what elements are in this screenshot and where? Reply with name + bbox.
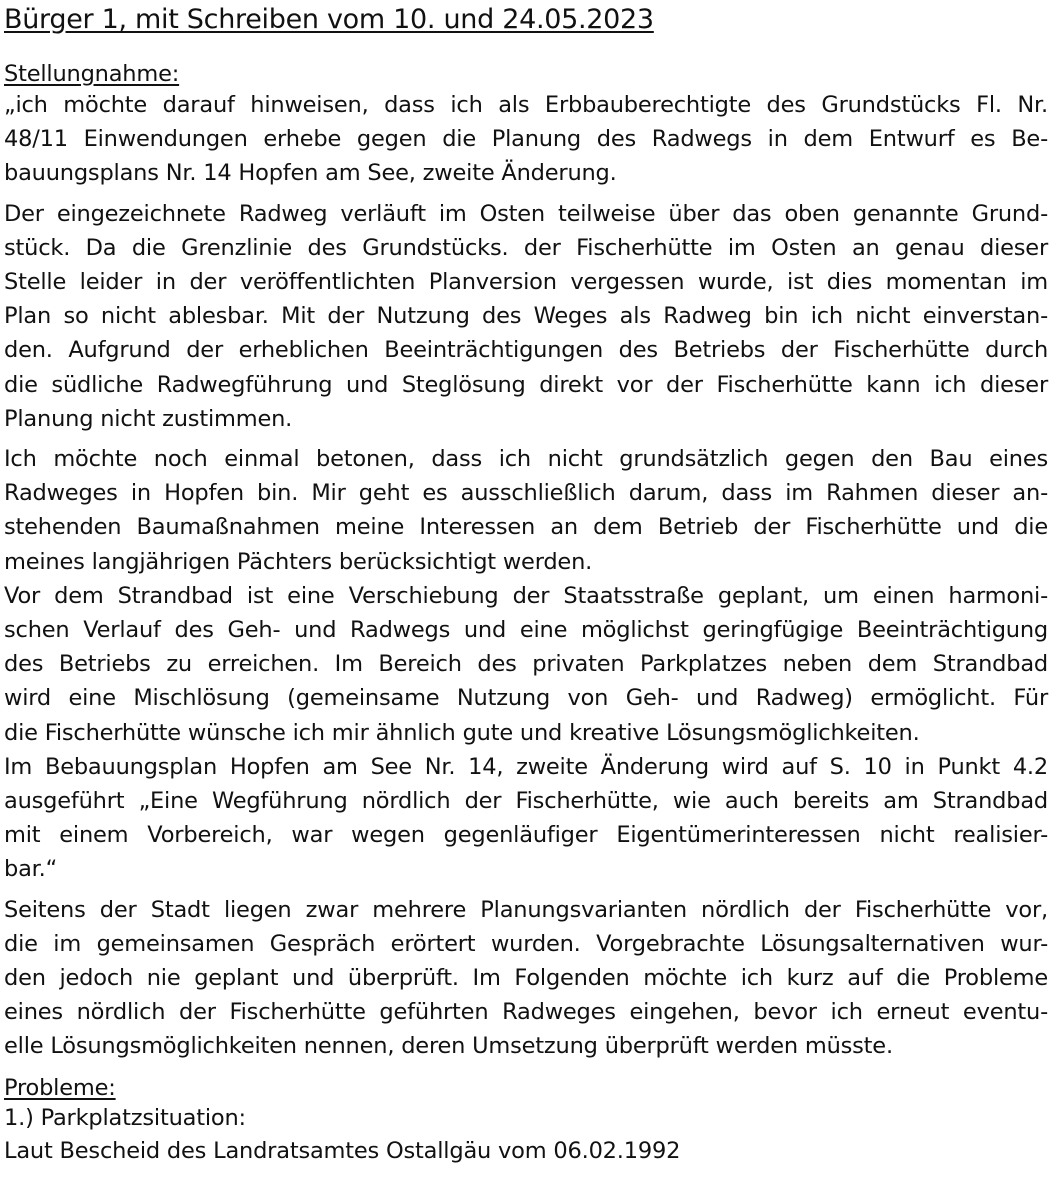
- text-line: bar.“: [4, 856, 58, 883]
- paragraph-2: [4, 197, 1048, 436]
- text-line: stück. Da die Grenzlinie des Grundstücks. der Fischerhütte im Osten an genau dieser: [4, 234, 1048, 261]
- section-heading-stellungnahme: Stellungnahme:: [4, 61, 180, 87]
- text-line: „ich möchte darauf hinweisen, dass ich als Erbbauberechtigte des Grundstücks Fl. Nr.: [4, 92, 1048, 118]
- text-line: Plan so nicht ablesbar. Mit der Nutzung des Weges als Radweg bin ich nicht einverstan-: [4, 303, 1048, 330]
- text-line: Planung nicht zustimmen.: [4, 405, 293, 432]
- document-title: Bürger 1, mit Schreiben vom 10. und 24.05.2023: [4, 4, 654, 35]
- text-line: Im Bebauungsplan Hopfen am See Nr. 14, zweite Änderung wird auf S. 10 in Punkt 4.2: [4, 753, 1048, 780]
- text-line: Radweges in Hopfen bin. Mir geht es ausschließlich darum, dass im Rahmen dieser an-: [4, 480, 1048, 507]
- text-line: Ich möchte noch einmal betonen, dass ich nicht grundsätzlich gegen den Bau eines: [4, 446, 1048, 473]
- paragraph-1: [4, 88, 1048, 191]
- text-line: 1.) Parkplatzsituation:: [4, 1104, 246, 1131]
- section-heading-probleme: Probleme:: [4, 1074, 116, 1101]
- text-line: elle Lösungsmöglichkeiten nennen, deren Umsetzung überprüft werden müsste.: [4, 1033, 893, 1060]
- text-line: Der eingezeichnete Radweg verläuft im Osten teilweise über das oben genannte Grund-: [4, 200, 1048, 227]
- text-line: den jedoch nie geplant und überprüft. Im Folgenden möchte ich kurz auf die Probleme: [4, 965, 1048, 992]
- text-line: Seitens der Stadt liegen zwar mehrere Planungsvarianten nördlich der Fischerhütte vor,: [4, 896, 1048, 923]
- text-line: Vor dem Strandbad ist eine Verschiebung der Staatsstraße geplant, um einen harmoni-: [4, 582, 1048, 609]
- text-line: eines nördlich der Fischerhütte geführten Radweges eingehen, bevor ich erneut eventu-: [4, 999, 1048, 1026]
- text-line: schen Verlauf des Geh- und Radwegs und eine möglichst geringfügige Beeinträchtigung: [4, 617, 1048, 644]
- text-line: wird eine Mischlösung (gemeinsame Nutzung von Geh- und Radweg) ermöglicht. Für: [4, 685, 1048, 712]
- text-line: 48/11 Einwendungen erhebe gegen die Planung des Radwegs in dem Entwurf es Be-: [4, 126, 1048, 153]
- document-page: [4, 0, 1048, 1168]
- text-line: mit einem Vorbereich, war wegen gegenläufiger Eigentümerinteressen nicht realisier-: [4, 822, 1048, 849]
- text-line: die südliche Radwegführung und Steglösung direkt vor der Fischerhütte kann ich dieser: [4, 371, 1048, 398]
- text-line: meines langjährigen Pächters berücksichtigt werden.: [4, 548, 593, 575]
- text-line: stehenden Baumaßnahmen meine Interessen an dem Betrieb der Fischerhütte und die: [4, 514, 1048, 541]
- text-line: die im gemeinsamen Gespräch erörtert wurden. Vorgebrachte Lösungsalternativen wur-: [4, 930, 1048, 957]
- text-line: ausgeführt „Eine Wegführung nördlich der Fischerhütte, wie auch bereits am Strandbad: [4, 788, 1048, 815]
- paragraph-3: [4, 442, 1048, 887]
- text-line: die Fischerhütte wünsche ich mir ähnlich gute und kreative Lösungsmöglichkeiten.: [4, 719, 920, 746]
- text-line: den. Aufgrund der erheblichen Beeinträchtigungen des Betriebs der Fischerhütte durch: [4, 337, 1048, 364]
- text-line: des Betriebs zu erreichen. Im Bereich des privaten Parkplatzes neben dem Strandbad: [4, 651, 1048, 678]
- text-line: Stelle leider in der veröffentlichten Planversion vergessen wurde, ist dies momentan im: [4, 269, 1048, 296]
- text-line: bauungsplans Nr. 14 Hopfen am See, zweite Änderung.: [4, 160, 617, 187]
- text-line: Laut Bescheid des Landratsamtes Ostallgäu vom 06.02.1992: [4, 1137, 681, 1164]
- paragraph-4: [4, 893, 1048, 1064]
- probleme-content: [4, 1102, 1048, 1168]
